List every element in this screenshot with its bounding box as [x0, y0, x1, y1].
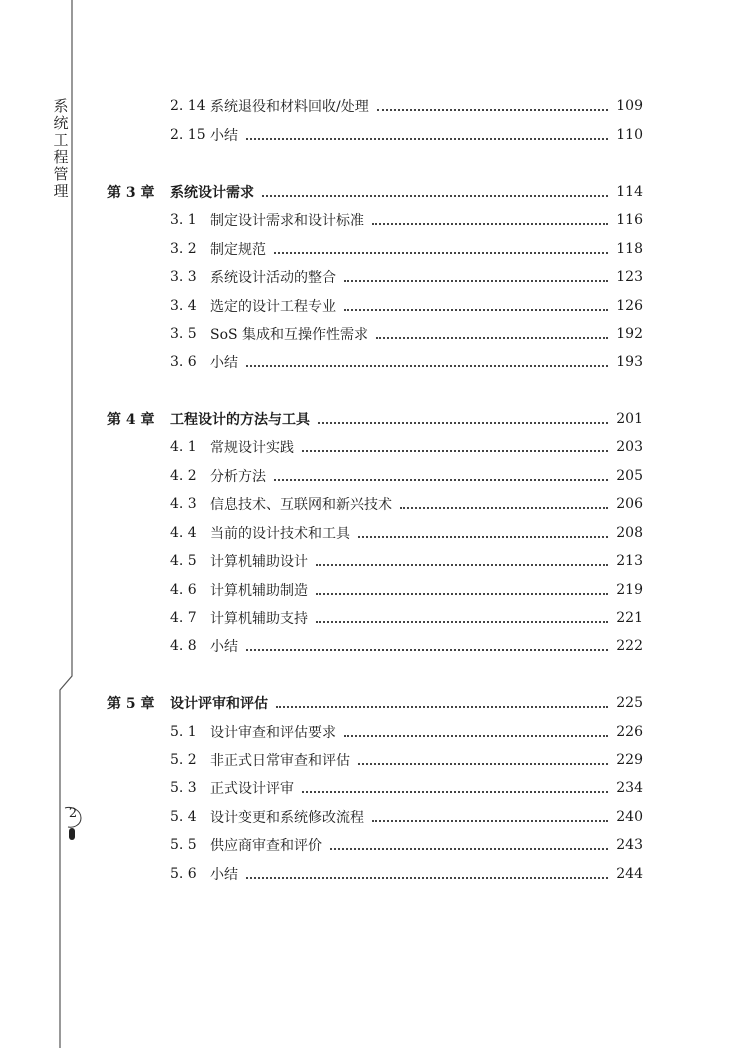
toc-entry[interactable]	[170, 125, 643, 145]
toc-entry-title: 小结	[210, 355, 238, 371]
toc-entry[interactable]	[170, 296, 643, 316]
toc-entry-title: 分析方法	[210, 469, 266, 485]
toc-entry-title: 计算机辅助支持	[210, 611, 308, 627]
leader-dots	[344, 734, 608, 737]
toc-entry-page: 208	[616, 525, 643, 541]
leader-dots	[316, 620, 608, 623]
side-title-char: 系	[53, 97, 69, 115]
side-book-title	[52, 98, 70, 200]
toc-entry-page: 222	[616, 638, 643, 654]
toc-entry-title: 设计审查和评估要求	[210, 725, 336, 741]
toc-entry-title: 制定规范	[210, 242, 266, 258]
toc-entry[interactable]	[170, 267, 643, 287]
toc-entry-number: 4. 4	[170, 525, 197, 541]
toc-entry-title: 计算机辅助设计	[210, 554, 308, 570]
toc-entry[interactable]	[170, 807, 643, 827]
toc-entry-title: 设计变更和系统修改流程	[210, 810, 364, 826]
toc-entry-page: 192	[616, 326, 643, 342]
leader-dots	[302, 449, 608, 452]
side-title-char: 工	[53, 131, 69, 149]
leader-dots	[302, 790, 608, 793]
toc-entry[interactable]	[170, 210, 643, 230]
toc-chapter-number: 第 4 章	[107, 412, 155, 428]
toc-entry-page: 221	[616, 610, 643, 626]
toc-entry[interactable]	[170, 778, 643, 798]
toc-entry-page: 240	[616, 809, 643, 825]
toc-entry[interactable]	[170, 864, 643, 884]
leader-dots	[372, 222, 608, 225]
toc-entry-page: 243	[616, 837, 643, 853]
toc-entry-page: 229	[616, 752, 643, 768]
toc-entry-number: 5. 4	[170, 809, 197, 825]
toc-entry-number: 4. 1	[170, 439, 197, 455]
toc-chapter-page: 225	[616, 695, 643, 711]
toc-entry-page: 203	[616, 439, 643, 455]
toc-entry-title: 小结	[210, 128, 238, 144]
leader-dots	[274, 478, 608, 481]
toc-entry[interactable]	[170, 352, 643, 372]
leader-dots	[358, 762, 608, 765]
toc-entry[interactable]	[170, 96, 643, 116]
toc-entry-title: 选定的设计工程专业	[210, 299, 336, 315]
toc-entry-number: 4. 3	[170, 496, 197, 512]
toc-entry[interactable]	[170, 466, 643, 486]
side-title-char: 程	[53, 148, 69, 166]
toc-entry-title: 信息技术、互联网和新兴技术	[210, 497, 392, 513]
toc-entry-title: 制定设计需求和设计标准	[210, 213, 364, 229]
leader-dots	[276, 705, 608, 708]
toc-entry[interactable]	[170, 750, 643, 770]
toc-entry-number: 4. 8	[170, 638, 197, 654]
leader-dots	[246, 137, 608, 140]
toc-entry-number: 5. 6	[170, 866, 197, 882]
side-title-char: 统	[53, 114, 69, 132]
side-title-char: 理	[53, 182, 69, 200]
toc-entry[interactable]	[170, 551, 643, 571]
leader-dots	[358, 535, 608, 538]
toc-entry-number: 4. 5	[170, 553, 197, 569]
toc-entry-number: 2. 15	[170, 127, 206, 143]
toc-entry-number: 5. 1	[170, 724, 197, 740]
leader-dots	[246, 648, 608, 651]
toc-chapter-page: 201	[616, 411, 643, 427]
leader-dots	[318, 421, 608, 424]
toc-entry-page: 193	[616, 354, 643, 370]
toc-entry-page: 118	[616, 241, 643, 257]
toc-entry-page: 116	[616, 212, 643, 228]
leader-dots	[344, 279, 608, 282]
toc-entry[interactable]	[170, 523, 643, 543]
toc-entry-number: 5. 2	[170, 752, 197, 768]
side-title-char: 管	[53, 165, 69, 183]
toc-entry-number: 3. 3	[170, 269, 197, 285]
toc-chapter-entry[interactable]	[107, 182, 643, 202]
leader-dots	[372, 819, 608, 822]
toc-chapter-number: 第 3 章	[107, 185, 155, 201]
leader-dots	[246, 876, 608, 879]
toc-entry-number: 3. 1	[170, 212, 197, 228]
toc-entry-title: 供应商审查和评价	[210, 838, 322, 854]
toc-entry-title: 计算机辅助制造	[210, 583, 308, 599]
toc-entry-number: 4. 2	[170, 468, 197, 484]
toc-entry-page: 226	[616, 724, 643, 740]
leader-dots	[377, 108, 609, 111]
toc-entry-page: 123	[616, 269, 643, 285]
toc-entry-number: 3. 4	[170, 298, 197, 314]
toc-entry[interactable]	[170, 239, 643, 259]
toc-chapter-entry[interactable]	[107, 693, 643, 713]
toc-entry-page: 213	[616, 553, 643, 569]
toc-chapter-title: 系统设计需求	[170, 185, 254, 201]
toc-entry-page: 244	[616, 866, 643, 882]
toc-chapter-page: 114	[616, 184, 643, 200]
toc-chapter-title: 设计评审和评估	[170, 696, 268, 712]
toc-entry[interactable]	[170, 580, 643, 600]
toc-entry-title: 小结	[210, 639, 238, 655]
leader-dots	[344, 308, 608, 311]
toc-entry-number: 3. 6	[170, 354, 197, 370]
toc-chapter-title: 工程设计的方法与工具	[170, 412, 310, 428]
toc-entry-page: 205	[616, 468, 643, 484]
toc-entry-title: 系统退役和材料回收/处理	[210, 99, 369, 115]
leader-dots	[262, 194, 608, 197]
toc-chapter-entry[interactable]	[107, 409, 643, 429]
toc-entry-page: 110	[616, 127, 643, 143]
toc-entry-page: 206	[616, 496, 643, 512]
toc-entry[interactable]	[170, 324, 643, 344]
leader-dots	[246, 364, 608, 367]
toc-entry-number: 5. 5	[170, 837, 197, 853]
leader-dots	[400, 506, 608, 509]
toc-entry-title: SoS 集成和互操作性需求	[210, 327, 369, 343]
toc-entry-page: 234	[616, 780, 643, 796]
leader-dots	[330, 847, 608, 850]
toc-entry[interactable]	[170, 437, 643, 457]
toc-entry-title: 常规设计实践	[210, 440, 294, 456]
toc-entry-title: 非正式日常审查和评估	[210, 753, 350, 769]
toc-entry-page: 126	[616, 298, 643, 314]
toc-entry-number: 2. 14	[170, 98, 206, 114]
leader-dots	[376, 336, 608, 339]
toc-entry-number: 5. 3	[170, 780, 197, 796]
toc-entry-title: 当前的设计技术和工具	[210, 526, 350, 542]
toc-entry-page: 219	[616, 582, 643, 598]
leader-dots	[316, 563, 608, 566]
toc-entry-number: 3. 2	[170, 241, 197, 257]
toc-entry-title: 正式设计评审	[210, 781, 294, 797]
leader-dots	[274, 251, 608, 254]
toc-entry[interactable]	[170, 608, 643, 628]
toc-entry[interactable]	[170, 835, 643, 855]
toc-chapter-number: 第 5 章	[107, 696, 155, 712]
toc-entry[interactable]	[170, 494, 643, 514]
page-number-badge	[62, 806, 84, 842]
page-number: 2	[68, 806, 78, 821]
toc-entry[interactable]	[170, 636, 643, 656]
toc-entry-number: 4. 6	[170, 582, 197, 598]
toc-entry-number: 4. 7	[170, 610, 197, 626]
toc-entry-title: 小结	[210, 867, 238, 883]
toc-entry[interactable]	[170, 722, 643, 742]
toc-entry-title: 系统设计活动的整合	[210, 270, 336, 286]
leader-dots	[316, 592, 608, 595]
toc-entry-page: 109	[616, 98, 643, 114]
toc-entry-number: 3. 5	[170, 326, 197, 342]
